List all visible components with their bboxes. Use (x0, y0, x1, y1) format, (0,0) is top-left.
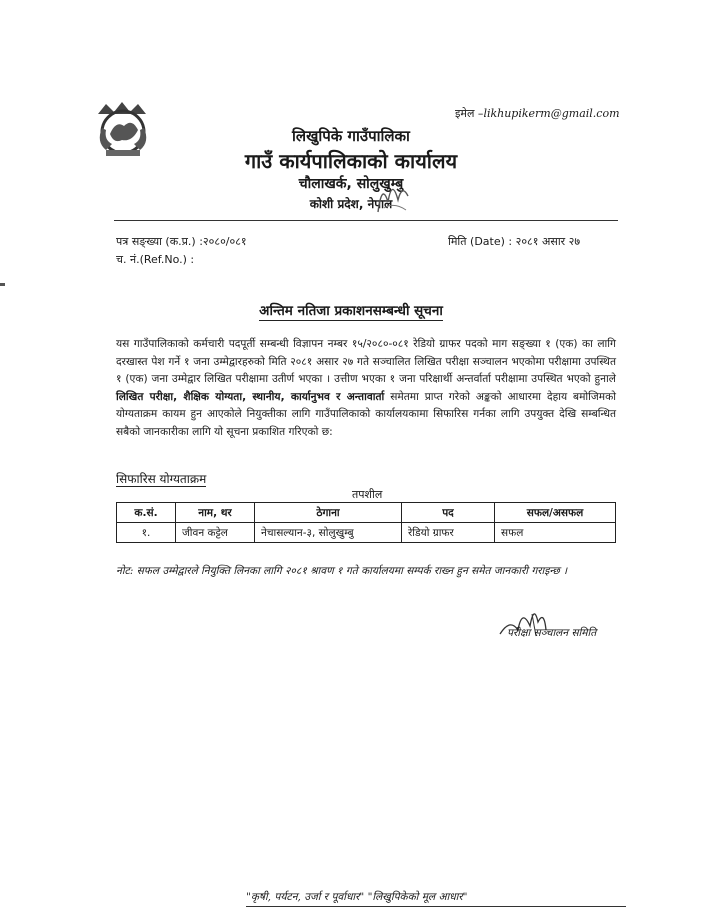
scan-edge-mark (0, 283, 5, 286)
email-label: इमेल – (455, 107, 484, 120)
cell-result: सफल (495, 523, 616, 543)
header-name: नाम, थर (176, 503, 255, 523)
notice-body (116, 336, 616, 442)
email-address: likhupikerm@gmail.com (483, 107, 620, 120)
annex-label: तपशील (352, 488, 383, 501)
committee-name: परीक्षा सञ्चालन समिति (507, 627, 597, 639)
section-title (116, 470, 206, 487)
cell-serial: १. (117, 523, 176, 543)
note-text: नोट: सफल उम्मेद्वारले नियुक्ति लिनका लागि २०८१ श्रावण १ गते कार्यालयमा सम्पर्क राख्न हुन समेत जानकारी गराइन्छ । (116, 565, 568, 577)
table-row (117, 523, 616, 543)
cell-name: जीवन कट्टेल (176, 523, 255, 543)
letter-number: पत्र सङ्ख्या (क.प्र.) :२०८०/०८१ (116, 235, 247, 248)
org-address: चौलाखर्क, सोलुखुम्बु (298, 176, 404, 192)
notice-subject-text: अन्तिम नतिजा प्रकाशनसम्बन्धी सूचना (259, 303, 443, 319)
header-address: ठेगाना (255, 503, 402, 523)
cell-post: रेडियो ग्राफर (402, 523, 495, 543)
org-name-office: गाउँ कार्यपालिकाको कार्यालय (244, 149, 458, 173)
header-result: सफल/असफल (495, 503, 616, 523)
footer-slogan: "कृषी, पर्यटन, उर्जा र पूर्वाधार" "लिखुपिकेको मूल आधार" (246, 891, 468, 903)
header-post: पद (402, 503, 495, 523)
header-serial: क.सं. (117, 503, 176, 523)
notice-subject (0, 301, 702, 319)
header-divider (114, 220, 618, 221)
notice-body-part1: यस गाउँपालिकाको कर्मचारी पदपूर्ती सम्बन्धी विज्ञापन नम्बर १५/२०८०-०८१ रेडियो ग्राफर पदको माग सङ्ख्या १ (एक) का लागि दरखास्त पेश गर्ने १ जना उम्मेद्वारहरुको मिति २०८१ असार २७ गते सञ्चालित लिखित परीक्षा सञ्चालन भएकोमा परीक्षामा उपस्थित १ (एक) जना उम्मेद्वार लिखित परीक्षामा उतीर्ण भएका । उत्तीण भएका १ जना परिक्षार्थी अन्तर्वार्ता परीक्षामा उपस्थित भएको हुनाले (116, 338, 616, 386)
signature-scribble-icon (372, 172, 414, 218)
letter-date: मिति (Date) : २०८१ असार २७ (448, 235, 581, 248)
notice-body-part2: समेतमा प्राप्त गरेको अङ्कको आधारमा देहाय बमोजिमको योग्यताक्रम कायम हुन आएकोले नियुक्तीका लागि गाउँपालिकाको कार्यालयकामा सिफारिस गर्नका लागि उपयुक्त देखि सम्बन्धित सबैको जानकारीका लागि यो सूचना प्रकाशित गरिएको छ: (116, 390, 616, 438)
table-header-row (117, 503, 616, 523)
org-province: कोशी प्रदेश, नेपाल (309, 197, 393, 211)
footer-rule (246, 906, 626, 907)
cell-address: नेचासल्यान-३, सोलुखुम्बु (255, 523, 402, 543)
notice-body-bold: लिखित परीक्षा, शैक्षिक योग्यता, स्थानीय, कार्यानुभव र अन्तावार्ता (116, 390, 385, 403)
email-line (455, 106, 620, 121)
section-title-text: सिफारिस योग्यताक्रम (116, 472, 207, 486)
result-table (116, 502, 616, 543)
dispatch-number: च. नं.(Ref.No.) : (116, 253, 195, 266)
org-name-municipality: लिखुपिके गाउँपालिका (292, 127, 410, 145)
